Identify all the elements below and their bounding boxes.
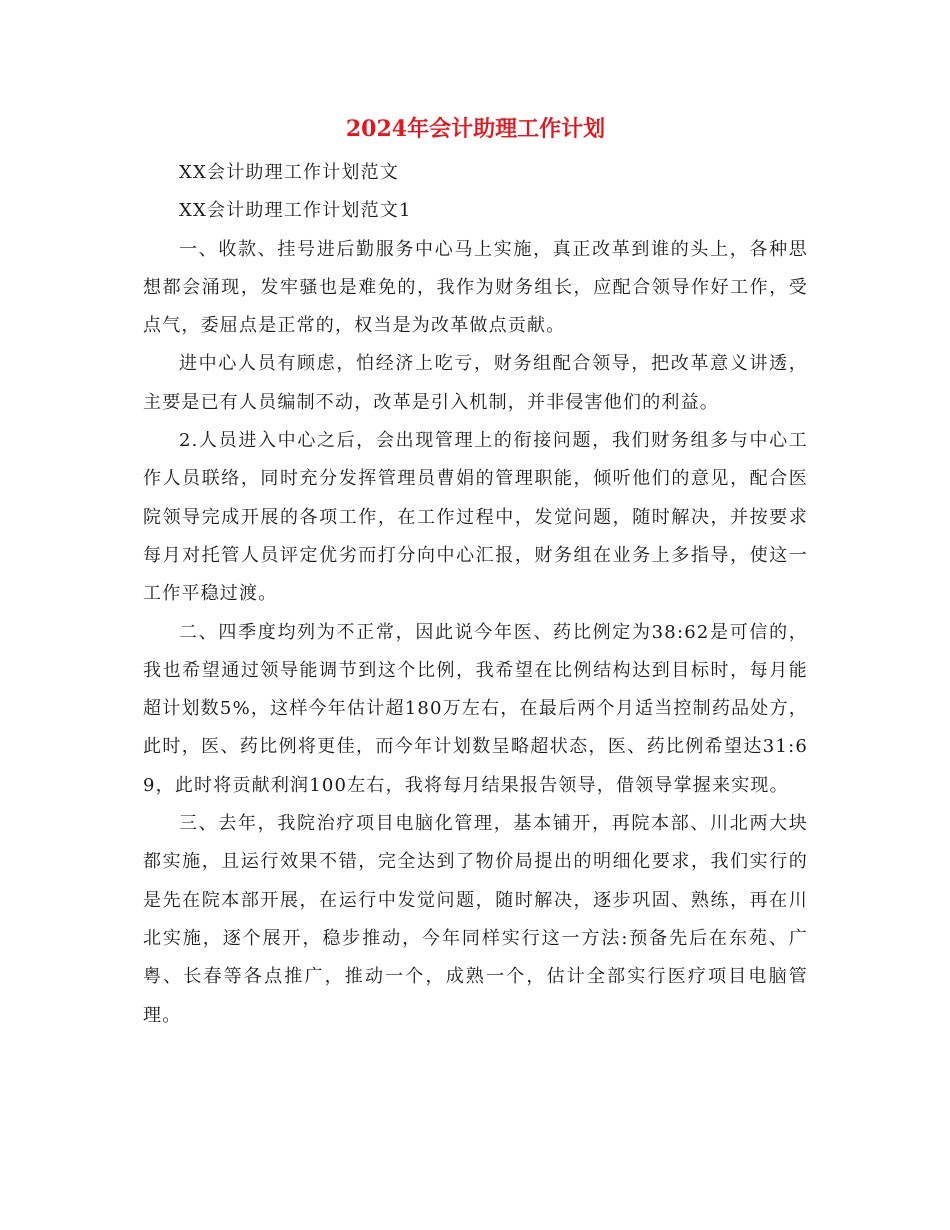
paragraph-point-2: 2.人员进入中心之后，会出现管理上的衔接问题，我们财务组多与中心工作人员联络，同时充分发挥管理员曹娟的管理职能，倾听他们的意见，配合医院领导完成开展的各项工作，在工作过程中，发觉问题，随时解决，并按要求每月对托管人员评定优劣而打分向中心汇报，财务组在业务上多指导，使这一工作平稳过渡。 xyxy=(143,430,808,605)
document-title: 2024年会计助理工作计划 xyxy=(345,116,606,142)
paragraph-section-three: 三、去年，我院治疗项目电脑化管理，基本铺开，再院本部、川北两大块都实施，且运行效果不错，完全达到了物价局提出的明细化要求，我们实行的是先在院本部开展，在运行中发觉问题，随时解决，逐步巩固、熟练，再在川北实施，逐个展开，稳步推动，今年同样实行这一方法:预备先后在东苑、广粤、长春等各点推广，推动一个，成熟一个，估计全部实行医疗项目电脑管理。 xyxy=(143,813,808,1026)
paragraph-section-one: 一、收款、挂号进后勤服务中心马上实施，真正改革到谁的头上，各种思想都会涌现，发牢骚也是难免的，我作为财务组长，应配合领导作好工作，受点气，委屈点是正常的，权当是为改革做点贡献。 xyxy=(143,238,808,337)
paragraph-subtitle: XX会计助理工作计划范文 xyxy=(179,162,400,183)
paragraph-subtitle-1: XX会计助理工作计划范文1 xyxy=(179,200,412,222)
document-page xyxy=(143,112,808,1035)
paragraph-staff-concerns: 进中心人员有顾虑，怕经济上吃亏，财务组配合领导，把改革意义讲透，主要是已有人员编制不动，改革是引入机制，并非侵害他们的利益。 xyxy=(143,353,808,413)
paragraph-section-two: 二、四季度均列为不正常，因此说今年医、药比例定为38:62是可信的，我也希望通过领导能调节到这个比例，我希望在比例结构达到目标时，每月能超计划数5%，这样今年估计超180万左右，在最后两个月适当控制药品处方，此时，医、药比例将更佳，而今年计划数呈略超状态，医、药比例希望达31:69，此时将贡献利润100左右，我将每月结果报告领导，借领导掌握来实现。 xyxy=(143,621,808,796)
